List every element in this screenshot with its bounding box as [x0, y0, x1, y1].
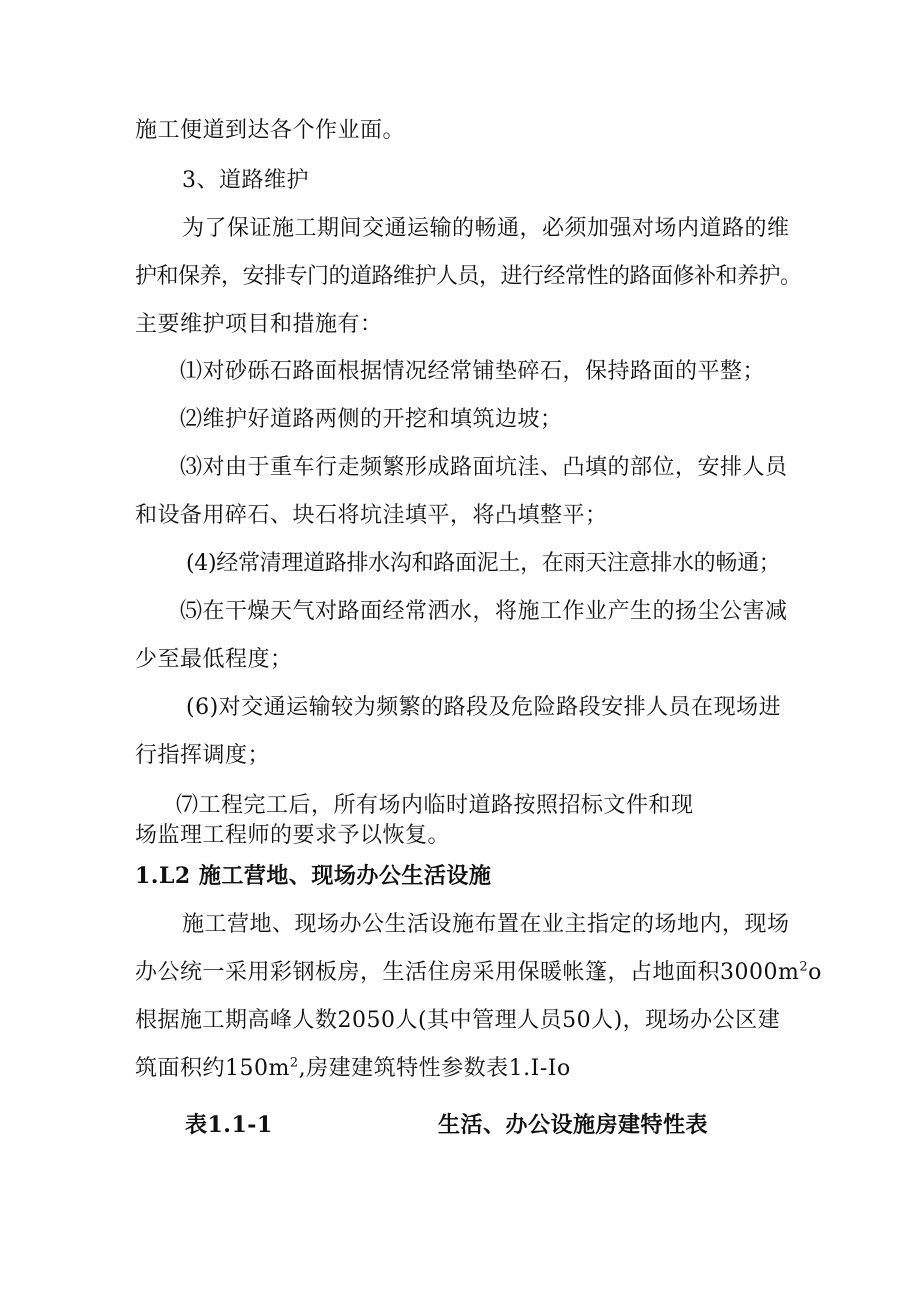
text-line: 少至最低程度；: [135, 647, 293, 672]
text-line: 办公统一采用彩钢板房，生活住房采用保暖帐篷，占地面积$3000m^2o$: [135, 959, 822, 985]
text-line: 护和保养，安排专门的道路维护人员，进行经常性的路面修补和养护。: [135, 264, 802, 289]
section-heading-text: 施工营地、现场办公生活设施: [198, 863, 492, 889]
text-line: 根据施工期高峰人数2050人(其中管理人员50人)，现场办公区建: [135, 1008, 781, 1033]
list-item: ⑺工程完工后，所有场内临时道路按照招标文件和现: [176, 793, 694, 818]
section-heading-number: 1.L2: [135, 863, 191, 889]
text-line: 场监理工程师的要求予以恢复。: [135, 823, 451, 848]
section-subheading: 3、道路维护: [182, 168, 309, 193]
list-item: (6)对交通运输较为频繁的路段及危险路段安排人员在现场进: [186, 695, 782, 720]
text-line: 施工便道到达各个作业面。: [135, 118, 406, 143]
list-item: ⑵维护好道路两侧的开挖和填筑边坡；: [180, 407, 563, 432]
text-line: 筑面积约$150m^2$,房建建筑特性参数表1.I-Io: [135, 1055, 571, 1081]
section-heading: [135, 861, 491, 891]
text-line: 和设备用碎石、块石将坑洼填平，将凸填整平；: [135, 503, 608, 528]
text-line: 主要维护项目和措施有：: [135, 312, 383, 337]
list-item: ⑸在干燥天气对路面经常洒水，将施工作业产生的扬尘公害减: [180, 599, 788, 624]
table-label: 表1.1-1: [185, 1112, 273, 1138]
list-item: (4)经常清理道路排水沟和路面泥土，在雨天注意排水的畅通；: [186, 551, 781, 576]
text-line: 施工营地、现场办公生活设施布置在业主指定的场地内，现场: [182, 912, 790, 937]
list-item: ⑴对砂砾石路面根据情况经常铺垫碎石，保持路面的平整；: [180, 359, 766, 384]
table-title: 生活、办公设施房建特性表: [438, 1112, 709, 1138]
text-line: 行指挥调度；: [135, 743, 271, 768]
text-line: 为了保证施工期间交通运输的畅通，必须加强对场内道路的维: [182, 216, 790, 241]
list-item: ⑶对由于重车行走频繁形成路面坑洼、凸填的部位，安排人员: [180, 455, 788, 480]
